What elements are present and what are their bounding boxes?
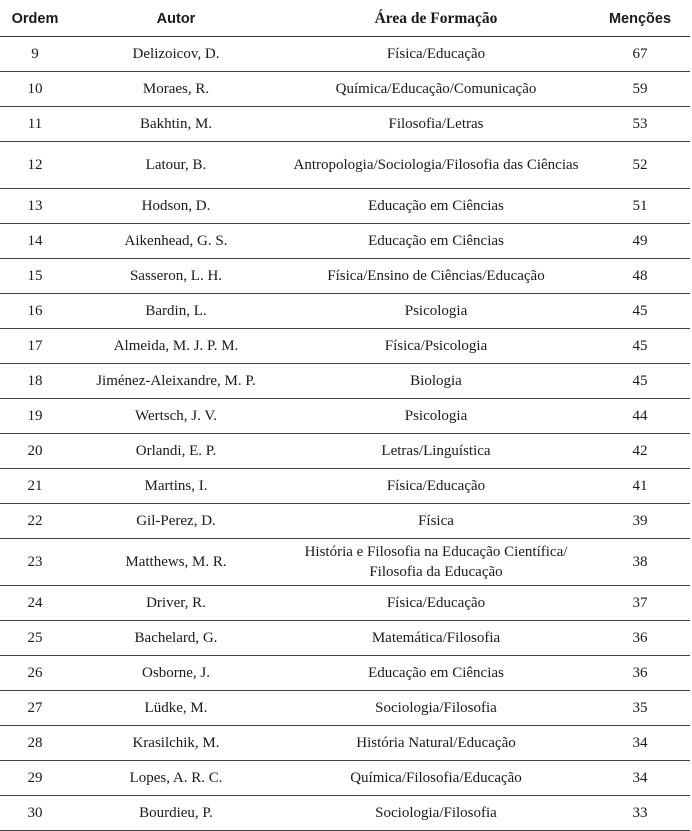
cell-area: Psicologia <box>282 399 590 434</box>
cell-ordem: 15 <box>0 259 70 294</box>
cell-autor: Lüdke, M. <box>70 691 282 726</box>
cell-autor: Orlandi, E. P. <box>70 434 282 469</box>
cell-area: Física <box>282 504 590 539</box>
cell-autor: Almeida, M. J. P. M. <box>70 329 282 364</box>
table-row <box>0 294 690 329</box>
header-autor: Autor <box>70 2 282 37</box>
cell-mencoes: 33 <box>590 796 690 831</box>
cell-mencoes: 52 <box>590 142 690 189</box>
cell-autor: Hodson, D. <box>70 189 282 224</box>
cell-mencoes: 36 <box>590 656 690 691</box>
table-row <box>0 726 690 761</box>
cell-area: Biologia <box>282 364 590 399</box>
table-row <box>0 469 690 504</box>
cell-autor: Osborne, J. <box>70 656 282 691</box>
table-row <box>0 761 690 796</box>
cell-mencoes: 37 <box>590 586 690 621</box>
cell-ordem: 26 <box>0 656 70 691</box>
cell-mencoes: 44 <box>590 399 690 434</box>
cell-ordem: 30 <box>0 796 70 831</box>
table-row <box>0 364 690 399</box>
cell-area: Filosofia/Letras <box>282 107 590 142</box>
authors-table <box>0 2 690 831</box>
cell-mencoes: 51 <box>590 189 690 224</box>
cell-ordem: 9 <box>0 37 70 72</box>
table-row <box>0 656 690 691</box>
cell-mencoes: 53 <box>590 107 690 142</box>
table-body <box>0 37 690 831</box>
cell-mencoes: 45 <box>590 294 690 329</box>
cell-mencoes: 67 <box>590 37 690 72</box>
cell-area: Matemática/Filosofia <box>282 621 590 656</box>
table-row <box>0 621 690 656</box>
table-row <box>0 259 690 294</box>
cell-mencoes: 41 <box>590 469 690 504</box>
cell-ordem: 21 <box>0 469 70 504</box>
cell-mencoes: 35 <box>590 691 690 726</box>
cell-autor: Gil-Perez, D. <box>70 504 282 539</box>
cell-autor: Bourdieu, P. <box>70 796 282 831</box>
table-row <box>0 224 690 259</box>
cell-autor: Sasseron, L. H. <box>70 259 282 294</box>
cell-autor: Driver, R. <box>70 586 282 621</box>
cell-area: Física/Educação <box>282 37 590 72</box>
table-row <box>0 586 690 621</box>
cell-ordem: 10 <box>0 72 70 107</box>
cell-ordem: 28 <box>0 726 70 761</box>
table-row <box>0 539 690 586</box>
cell-autor: Martins, I. <box>70 469 282 504</box>
cell-area: Educação em Ciências <box>282 224 590 259</box>
cell-autor: Wertsch, J. V. <box>70 399 282 434</box>
header-area-de-formacao: Área de Formação <box>282 2 590 37</box>
cell-ordem: 22 <box>0 504 70 539</box>
table-row <box>0 691 690 726</box>
cell-ordem: 16 <box>0 294 70 329</box>
table-row <box>0 107 690 142</box>
cell-autor: Lopes, A. R. C. <box>70 761 282 796</box>
cell-area: Química/Educação/Comunicação <box>282 72 590 107</box>
cell-area: Psicologia <box>282 294 590 329</box>
cell-ordem: 27 <box>0 691 70 726</box>
cell-mencoes: 45 <box>590 329 690 364</box>
cell-autor: Jiménez-Aleixandre, M. P. <box>70 364 282 399</box>
cell-ordem: 24 <box>0 586 70 621</box>
cell-mencoes: 34 <box>590 761 690 796</box>
cell-area: Física/Psicologia <box>282 329 590 364</box>
cell-area: Sociologia/Filosofia <box>282 796 590 831</box>
cell-mencoes: 45 <box>590 364 690 399</box>
table-row <box>0 796 690 831</box>
cell-area: Educação em Ciências <box>282 656 590 691</box>
cell-ordem: 25 <box>0 621 70 656</box>
table-row <box>0 142 690 189</box>
header-ordem: Ordem <box>0 2 70 37</box>
table-row <box>0 329 690 364</box>
header-mencoes: Menções <box>590 2 690 37</box>
cell-mencoes: 42 <box>590 434 690 469</box>
cell-area: História e Filosofia na Educação Científica/ Filosofia da Educação <box>282 539 590 586</box>
cell-autor: Bachelard, G. <box>70 621 282 656</box>
table-row <box>0 72 690 107</box>
cell-area: Letras/Linguística <box>282 434 590 469</box>
cell-area: Educação em Ciências <box>282 189 590 224</box>
table-row <box>0 189 690 224</box>
table-row <box>0 504 690 539</box>
cell-mencoes: 34 <box>590 726 690 761</box>
cell-area: História Natural/Educação <box>282 726 590 761</box>
cell-area: Física/Educação <box>282 469 590 504</box>
cell-mencoes: 49 <box>590 224 690 259</box>
cell-autor: Bardin, L. <box>70 294 282 329</box>
cell-ordem: 23 <box>0 539 70 586</box>
table-row <box>0 434 690 469</box>
cell-area: Antropologia/Sociologia/Filosofia das Ciências <box>282 142 590 189</box>
cell-mencoes: 36 <box>590 621 690 656</box>
cell-autor: Latour, B. <box>70 142 282 189</box>
cell-ordem: 20 <box>0 434 70 469</box>
table-row <box>0 37 690 72</box>
cell-mencoes: 48 <box>590 259 690 294</box>
table-row <box>0 399 690 434</box>
cell-autor: Krasilchik, M. <box>70 726 282 761</box>
cell-mencoes: 59 <box>590 72 690 107</box>
cell-ordem: 14 <box>0 224 70 259</box>
cell-autor: Bakhtin, M. <box>70 107 282 142</box>
cell-ordem: 29 <box>0 761 70 796</box>
cell-area: Física/Ensino de Ciências/Educação <box>282 259 590 294</box>
cell-mencoes: 38 <box>590 539 690 586</box>
cell-ordem: 17 <box>0 329 70 364</box>
cell-ordem: 19 <box>0 399 70 434</box>
cell-mencoes: 39 <box>590 504 690 539</box>
cell-area: Sociologia/Filosofia <box>282 691 590 726</box>
cell-autor: Delizoicov, D. <box>70 37 282 72</box>
cell-ordem: 11 <box>0 107 70 142</box>
cell-ordem: 13 <box>0 189 70 224</box>
cell-area: Química/Filosofia/Educação <box>282 761 590 796</box>
cell-autor: Moraes, R. <box>70 72 282 107</box>
cell-ordem: 18 <box>0 364 70 399</box>
cell-autor: Aikenhead, G. S. <box>70 224 282 259</box>
cell-ordem: 12 <box>0 142 70 189</box>
table-header-row <box>0 2 690 37</box>
cell-area: Física/Educação <box>282 586 590 621</box>
cell-autor: Matthews, M. R. <box>70 539 282 586</box>
